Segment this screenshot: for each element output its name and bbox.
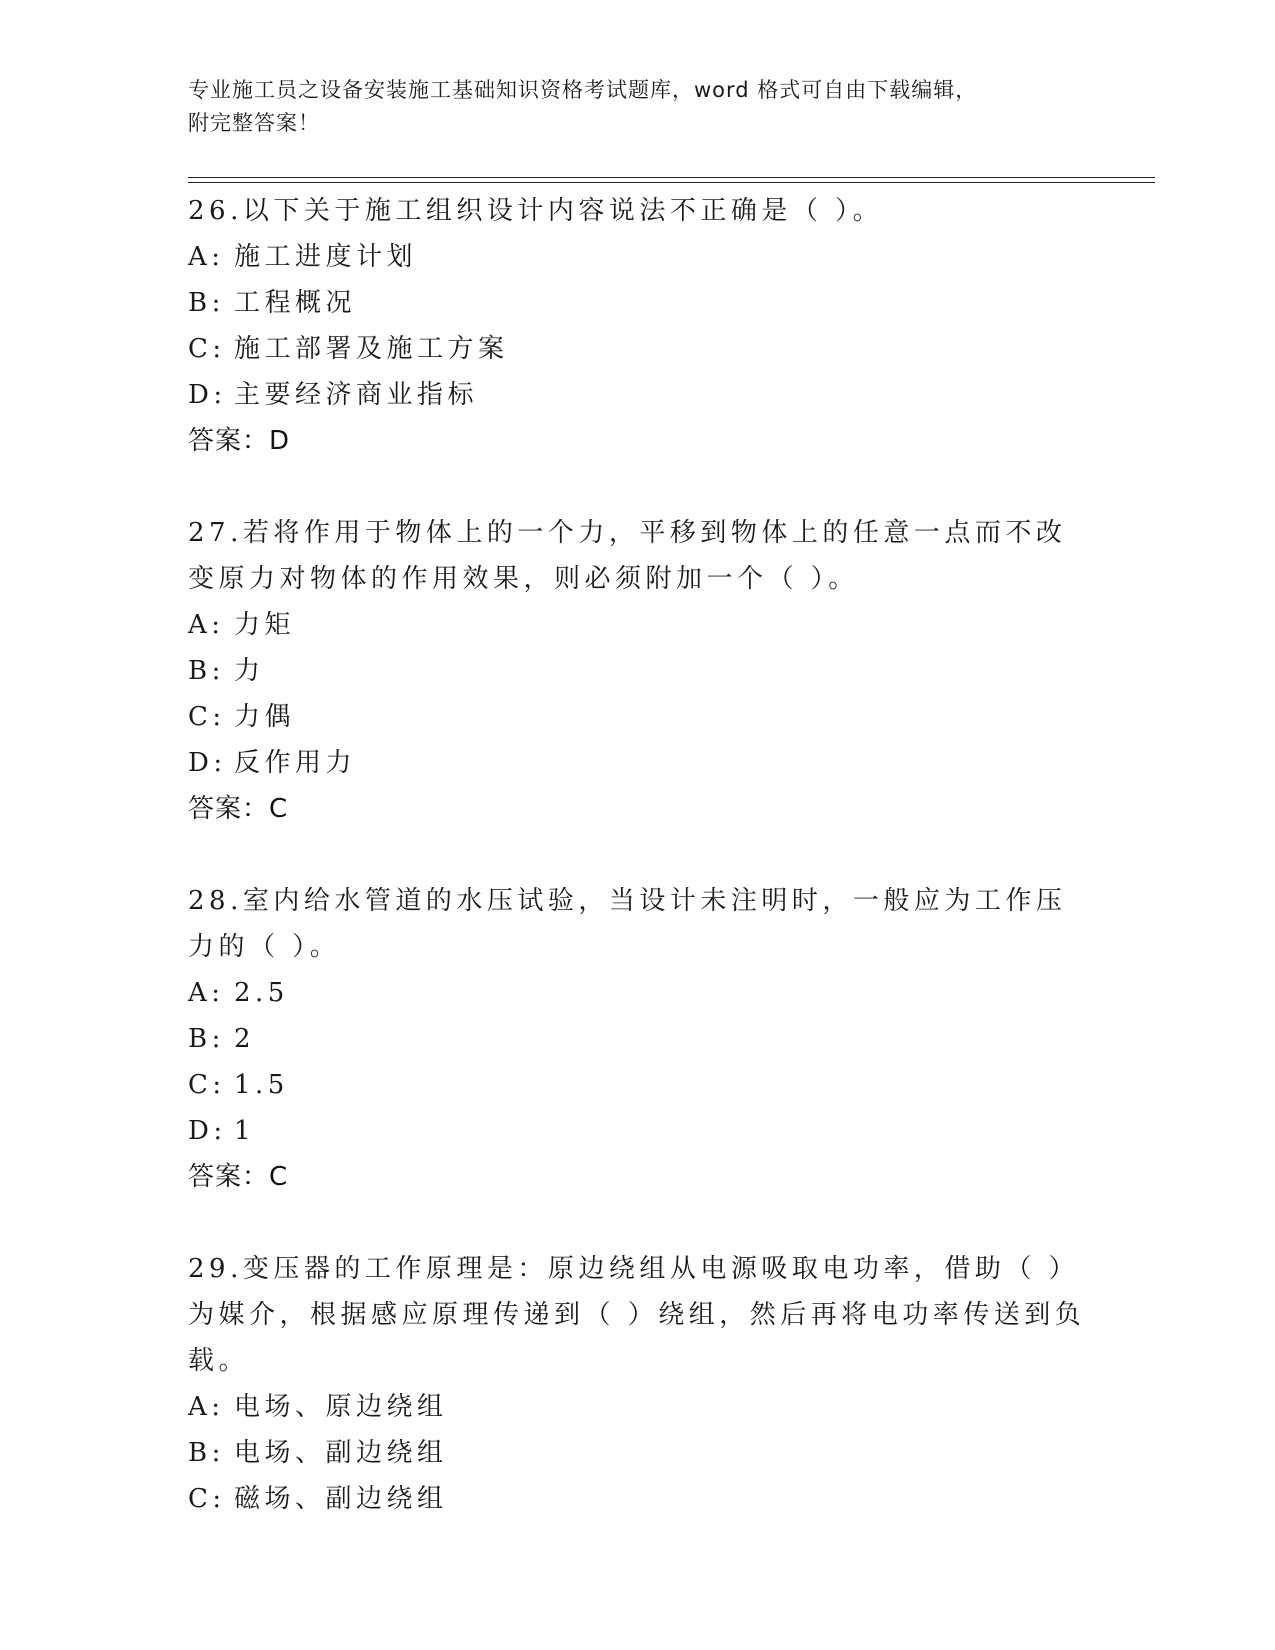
- question-29: [188, 1246, 1088, 1522]
- document-header: [188, 74, 1068, 140]
- option-a: [188, 970, 1088, 1016]
- question-28: [188, 878, 1088, 1200]
- option-text: 2: [234, 1024, 256, 1054]
- option-letter: C:: [188, 1070, 226, 1100]
- option-a: [188, 234, 1088, 280]
- answer-line: 答案：C: [188, 1162, 289, 1192]
- question-26: [188, 188, 1088, 464]
- option-b: [188, 280, 1088, 326]
- option-letter: C:: [188, 334, 226, 364]
- header-divider-top: [188, 177, 1155, 178]
- option-letter: B:: [188, 1024, 225, 1054]
- option-letter: B:: [188, 1438, 225, 1468]
- header-line-1: 专业施工员之设备安装施工基础知识资格考试题库，word 格式可自由下载编辑，: [188, 78, 978, 102]
- option-letter: D:: [188, 748, 227, 778]
- option-c: [188, 1476, 1088, 1522]
- option-text: 工程概况: [234, 288, 357, 318]
- question-list: [188, 188, 1088, 1568]
- header-divider-bottom: [188, 182, 1155, 183]
- question-stem: 27.若将作用于物体上的一个力，平移到物体上的任意一点而不改变原力对物体的作用效果，则必须附加一个（ ）。: [188, 518, 1067, 594]
- option-text: 1: [234, 1116, 256, 1146]
- option-text: 力矩: [234, 610, 296, 640]
- option-d: [188, 372, 1088, 418]
- option-letter: A:: [188, 610, 225, 640]
- option-letter: A:: [188, 978, 225, 1008]
- option-letter: A:: [188, 1392, 225, 1422]
- option-b: [188, 1016, 1088, 1062]
- option-c: [188, 326, 1088, 372]
- option-d: [188, 1108, 1088, 1154]
- option-b: [188, 1430, 1088, 1476]
- option-text: 主要经济商业指标: [234, 380, 479, 410]
- option-text: 1.5: [234, 1070, 289, 1100]
- option-letter: D:: [188, 1116, 227, 1146]
- option-letter: D:: [188, 380, 227, 410]
- answer-line: 答案：C: [188, 794, 289, 824]
- option-d: [188, 740, 1088, 786]
- option-text: 电场、原边绕组: [234, 1392, 448, 1422]
- option-letter: C:: [188, 1484, 226, 1514]
- question-stem: 29.变压器的工作原理是：原边绕组从电源吸取电功率，借助（ ）为媒介，根据感应原理传递到（ ）绕组，然后再将电功率传送到负载。: [188, 1254, 1086, 1376]
- answer-line: 答案：D: [188, 426, 291, 456]
- option-text: 电场、副边绕组: [234, 1438, 448, 1468]
- option-letter: B:: [188, 288, 225, 318]
- option-c: [188, 1062, 1088, 1108]
- option-a: [188, 602, 1088, 648]
- question-stem: 28.室内给水管道的水压试验，当设计未注明时，一般应为工作压力的（ ）。: [188, 886, 1067, 962]
- option-text: 力偶: [234, 702, 296, 732]
- question-27: [188, 510, 1088, 832]
- option-b: [188, 648, 1088, 694]
- option-letter: C:: [188, 702, 226, 732]
- option-letter: A:: [188, 242, 225, 272]
- option-text: 2.5: [234, 978, 289, 1008]
- option-text: 反作用力: [234, 748, 357, 778]
- option-text: 施工部署及施工方案: [234, 334, 509, 364]
- option-letter: B:: [188, 656, 225, 686]
- option-c: [188, 694, 1088, 740]
- option-text: 磁场、副边绕组: [234, 1484, 448, 1514]
- header-line-2: 附完整答案！: [188, 111, 320, 135]
- option-text: 施工进度计划: [234, 242, 418, 272]
- option-text: 力: [234, 656, 265, 686]
- option-a: [188, 1384, 1088, 1430]
- question-stem: 26.以下关于施工组织设计内容说法不正确是（ ）。: [188, 196, 884, 226]
